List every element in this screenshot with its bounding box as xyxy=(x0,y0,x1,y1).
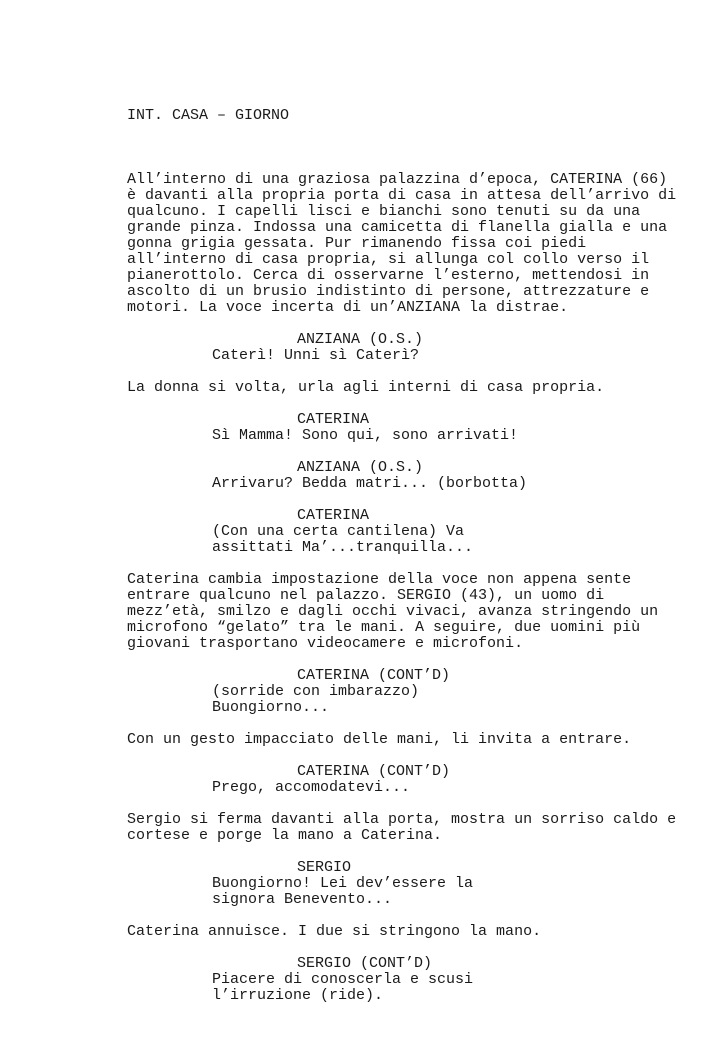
action-paragraph: Caterina cambia impostazione della voce non appena sente entrare qualcuno nel palazzo. SERGIO (43), un uomo di mezz’età, smilzo e dagli occhi vivaci, avanza stringendo un microfono “gelato” tra le mani. A seguire, due uomini più giovani trasportano videocamere e microfoni. xyxy=(127,571,659,652)
screenplay-body xyxy=(127,76,677,1052)
dialogue-block xyxy=(127,956,647,1004)
character-cue: SERGIO (CONT’D) xyxy=(297,955,433,972)
dialogue-line: (Con una certa cantilena) Va assittati Ma’...tranquilla... xyxy=(212,523,474,556)
dialogue-line: Buongiorno... xyxy=(212,699,330,716)
character-cue: CATERINA xyxy=(297,507,370,524)
character-cue: ANZIANA (O.S.) xyxy=(297,331,424,348)
dialogue-block xyxy=(127,460,647,492)
dialogue-block xyxy=(127,508,647,556)
dialogue-block xyxy=(127,668,647,716)
dialogue-block xyxy=(127,764,647,796)
character-cue: CATERINA (CONT’D) xyxy=(297,763,451,780)
parenthetical: (sorride con imbarazzo) xyxy=(212,683,420,700)
dialogue-line: Buongiorno! Lei dev’essere la signora Benevento... xyxy=(212,875,474,908)
dialogue-block xyxy=(127,860,647,908)
character-cue: SERGIO xyxy=(297,859,352,876)
character-cue: ANZIANA (O.S.) xyxy=(297,459,424,476)
dialogue-block xyxy=(127,332,647,364)
action-paragraph: Caterina annuisce. I due si stringono la mano. xyxy=(127,923,542,940)
dialogue-line: Piacere di conoscerla e scusi l’irruzione (ride). xyxy=(212,971,474,1004)
action-paragraph: Con un gesto impacciato delle mani, li invita a entrare. xyxy=(127,731,632,748)
character-cue: CATERINA xyxy=(297,411,370,428)
character-cue: CATERINA (CONT’D) xyxy=(297,667,451,684)
dialogue-line: Sì Mamma! Sono qui, sono arrivati! xyxy=(212,427,519,444)
action-paragraph: All’interno di una graziosa palazzina d’epoca, CATERINA (66) è davanti alla propria porta di casa in attesa dell’arrivo di qualcuno. I capelli lisci e bianchi sono tenuti su da una grande pinza. Indossa una camicetta di flanella gialla e una gonna grigia gessata. Pur rimanendo fissa coi piedi all’interno di casa propria, si allunga col collo verso il pianerottolo. Cerca di osservarne l’esterno, mettendosi in ascolto di un brusio indistinto di persone, attrezzature e motori. La voce incerta di un’ANZIANA la distrae. xyxy=(127,171,677,316)
screenplay-elements xyxy=(127,171,677,1004)
action-paragraph: La donna si volta, urla agli interni di casa propria. xyxy=(127,379,605,396)
scene-heading: INT. CASA – GIORNO xyxy=(127,107,290,124)
action-paragraph: Sergio si ferma davanti alla porta, mostra un sorriso caldo e cortese e porge la mano a Caterina. xyxy=(127,811,677,844)
dialogue-line: Caterì! Unni sì Caterì? xyxy=(212,347,420,364)
dialogue-block xyxy=(127,412,647,444)
dialogue-line: Arrivaru? Bedda matri... (borbotta) xyxy=(212,475,528,492)
dialogue-line: Prego, accomodatevi... xyxy=(212,779,411,796)
